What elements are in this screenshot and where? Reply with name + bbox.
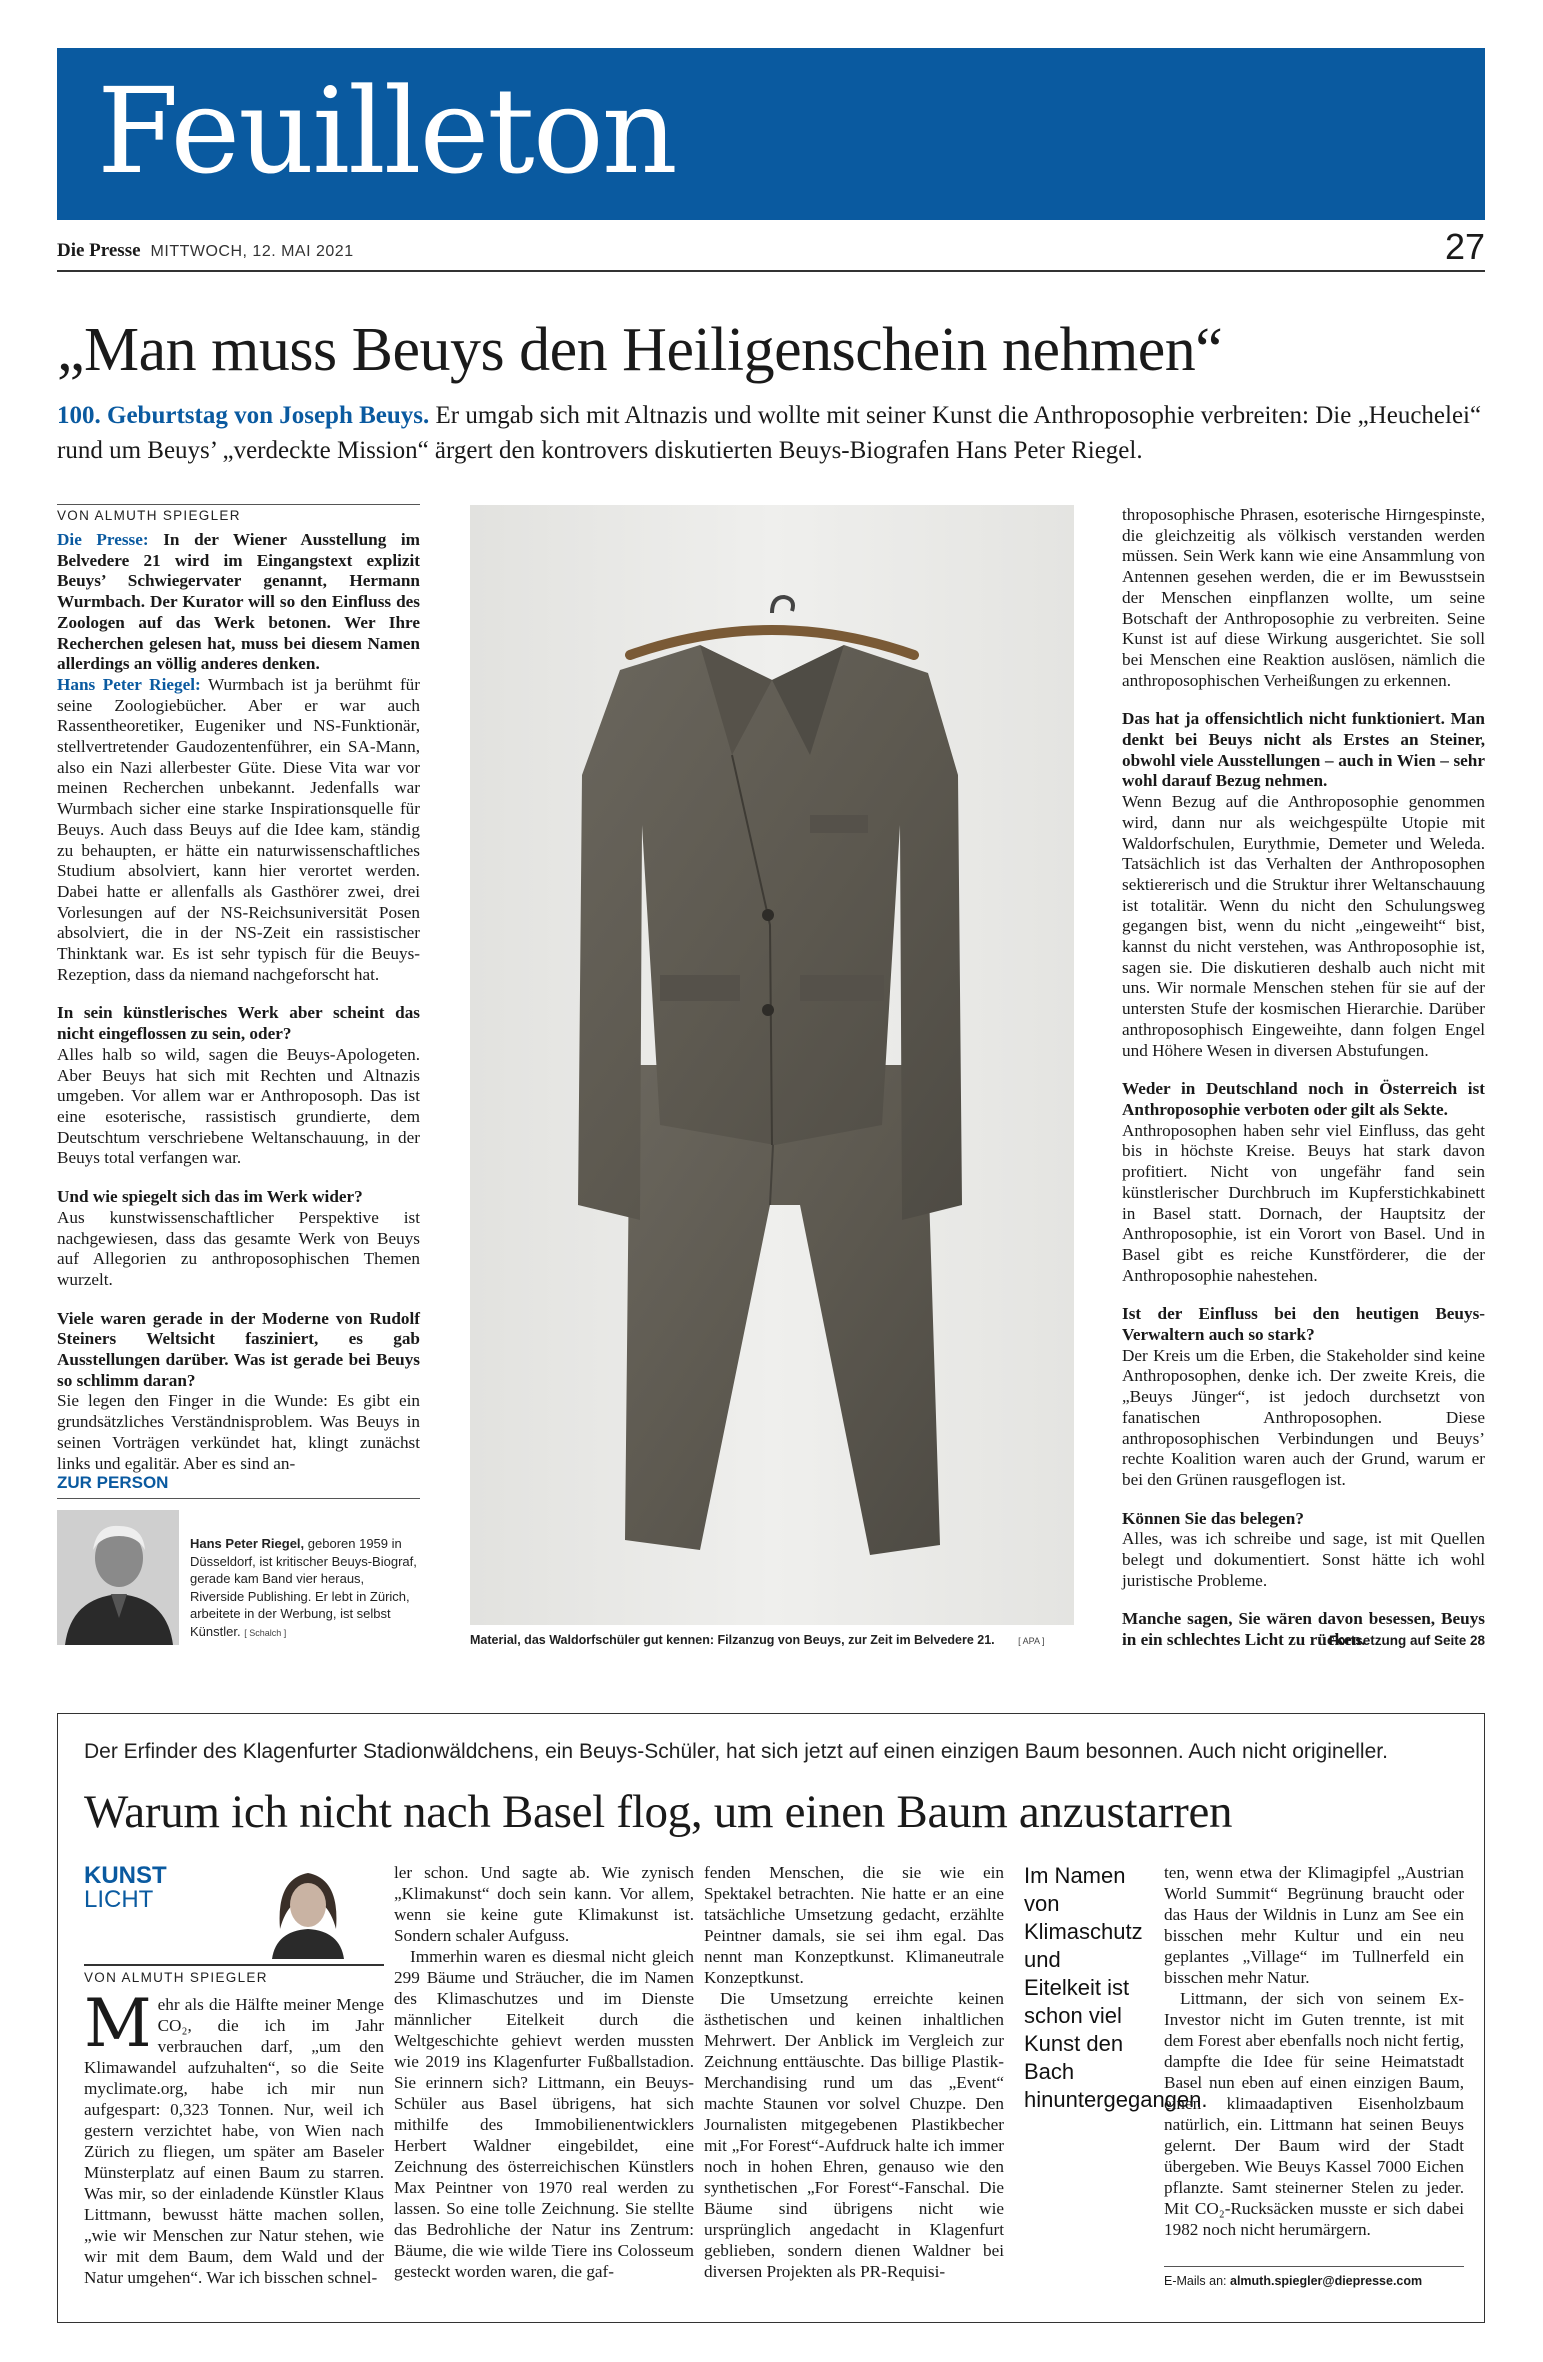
person-name: Hans Peter Riegel, bbox=[190, 1536, 305, 1551]
person-photo-credit: [ Schalch ] bbox=[244, 1627, 287, 1638]
question-7: Ist der Einfluss bei den heutigen Beuys-Verwaltern auch so stark? bbox=[1122, 1304, 1485, 1345]
deck-kicker: 100. Geburtstag von Joseph Beuys. bbox=[57, 402, 430, 429]
photo-caption-text: Material, das Waldorfschüler gut kennen: Filzanzug von Beuys, zur Zeit im Belvedere 21. bbox=[470, 1633, 995, 1647]
question-9: Manche sagen, Sie wären davon besessen, Beuys in ein schlechtes Licht zu rücken. bbox=[1122, 1609, 1485, 1650]
email-label: E-Mails an: bbox=[1164, 2274, 1230, 2288]
column-paragraph-3: Immerhin waren es diesmal nicht gleich 299 Bäume und Sträucher, die im Namen des Klimaschutzes und im Dienste männlicher Eitelkeit durch die Weltgeschichte gehievt werden mussten wie 2019 ins Klagenfurter Fußballstadion. Sie erinnern sich? Littmann, ein Beuys-Schüler aus Basel übrigens, hat sich mithilfe des Immobilienentwicklers Herbert Waldner eingebildet, eine Zeichnung des österreichischen Künstlers Max Peintner von 1970 real werden zu lassen. So eine tolle Zeichnung. Sie stellte das Bedrohliche der Natur ins Zentrum: Bäume, die wie wilde Tiere ins Colosseum gesteckt worden waren, die gaf- bbox=[394, 1947, 694, 2281]
column-text-3 bbox=[704, 1862, 1004, 2282]
column-text-1 bbox=[84, 1985, 384, 2288]
article-column-1 bbox=[57, 530, 420, 1474]
column-text-5 bbox=[1164, 1862, 1464, 2240]
publication-name: Die Presse bbox=[57, 240, 141, 261]
answer-4: Sie legen den Finger in die Wunde: Es gibt ein grundsätzliches Verständnisproblem. Was Beuys in seinen Vorträgen verkündet hat, klingt zunächst links und egalitär. Aber es sind an- bbox=[57, 1391, 420, 1473]
question-5: Das hat ja offensichtlich nicht funktioniert. Man denkt bei Beuys nicht als Erstes an Steiner, obwohl viele Ausstellungen – auch in Wien – sehr wohl darauf Bezug nehmen. bbox=[1122, 709, 1485, 791]
article-column-3 bbox=[1122, 505, 1485, 1651]
column-paragraph-7: Littmann, der sich von seinem Ex-Investor nicht im Guten trennte, ist mit dem Forest aber ebenfalls noch nicht fertig, dampfte die Idee für seine Heimatstadt Basel nun eben auf einen einzigen Baum, einen klimaadaptiven Eisenholzbaum natürlich, ein. Littmann hat seinen Beuys gelernt. Der Baum wird der Stadt übergeben. Wie Beuys Kassel 7000 Eichen pflanzte. Samt steinerner Stelen zu jeder. Mit CO₂-Rucksäcken musste er sich dabei 1982 noch nicht herumärgern. bbox=[1164, 1989, 1464, 2239]
column-intro: Der Erfinder des Klagenfurter Stadionwäldchens, ein Beuys-Schüler, hat sich jetzt auf einen einzigen Baum besonnen. Auch nicht origineller. bbox=[84, 1740, 1388, 1763]
column-byline: VON ALMUTH SPIEGLER bbox=[84, 1970, 268, 1985]
person-bio bbox=[190, 1535, 418, 1642]
dateline bbox=[57, 226, 1485, 268]
article-byline: VON ALMUTH SPIEGLER bbox=[57, 508, 241, 523]
column-paragraph-5: Die Umsetzung erreichte keinen ästhetischen und keinen inhaltlichen Mehrwert. Der Anblick im Vergleich zur Zeichnung enttäuschte. Das billige Plastik-Merchandising rund um das „Event“ machte Staunen vor solvel Chuzpe. Den Journalisten mitgegebenen Plastikbecher mit „For Forest“-Aufdruck halte ich immer noch in hohen Ehren, genauso wie den synthetischen „For Forest“-Fanschal. Die Bäume sind übrigens nicht wie ursprünglich angedacht in Klagenfurt geblieben, sondern dienen Waldner bei diversen Projekten als PR-Requisi- bbox=[704, 1989, 1004, 2281]
deck-text: Er umgab sich mit Altnazis und wollte mit seiner Kunst die Anthroposophie verbreiten: Die „Heuchelei“ rund um Beuys’ „verdeckte Mission“ ärgert den kontrovers diskutierten Beuys-Biografen Hans Peter Riegel. bbox=[57, 402, 1482, 464]
column-paragraph-6: ten, wenn etwa der Klimagipfel „Austrian World Summit“ Begrünung braucht oder das Haus der Wildnis in Lunz am See ein bisschen mehr Kultur und ein neu geplantes „Village“ im Tullnerfeld ein bisschen mehr Natur. bbox=[1164, 1863, 1464, 1987]
question-8: Können Sie das belegen? bbox=[1122, 1508, 1304, 1528]
answer-6: Anthroposophen haben sehr viel Einfluss, das geht bis in höchste Kreise. Beuys hat stark davon profitiert. Nicht von ungefähr fand sein künstlerischer Durchbruch im Kupferstichkabinett in Basel statt. Dornach, der Hauptsitz der Anthroposophie, ist ein Vorort von Basel. Und in Basel gibt es reiche Kunstförderer, die der Anthroposophie nahestehen. bbox=[1122, 1120, 1485, 1285]
column-paragraph-1 bbox=[84, 1985, 384, 2288]
answer-8: Alles, was ich schreibe und sage, ist mit Quellen belegt und dokumentiert. Sonst hätte ich wohl juristische Probleme. bbox=[1122, 1529, 1485, 1590]
question-3: Und wie spiegelt sich das im Werk wider? bbox=[57, 1187, 363, 1207]
question-4: Viele waren gerade in der Moderne von Rudolf Steiners Weltsicht fasziniert, es gab Ausstellungen darüber. Was ist gerade bei Beuys so schlimm daran? bbox=[57, 1308, 420, 1390]
person-bio-text: geboren 1959 in Düsseldorf, ist kritischer Beuys-Biograf, gerade kam Band vier heraus, Riverside Publishing. Er lebt in Zürich, arbeitete in der Werbung, ist selbst Künstler. bbox=[190, 1536, 417, 1639]
section-title: Feuilleton bbox=[97, 62, 676, 200]
person-rule bbox=[57, 1498, 420, 1499]
answer-1-text: Wurmbach ist ja berühmt für seine Zoologiebücher. Aber er war auch Rassentheoretiker, Eugeniker und NS-Funktionär, stellvertretender Gaudozentenführer, ein SA-Mann, also ein Nazi allerbester Güte. Diese Vita war vor meinen Recherchen unbekannt. Jedenfalls war Wurmbach sicher eine starke Inspirationsquelle für Beuys. Auch dass Beuys auf die Idee kam, ständig zu behaupten, er hätte ein naturwissenschaftliches Studium absolviert, kann hier verortet werden. Dabei hatte er allenfalls als Gasthörer zwei, drei Vorlesungen auf der NS-Reichsuniversität Posen absolviert, die in der NS-Zeit ein rassistischer Thinktank war. Es ist sehr typisch für die Beuys-Rezeption, dass da niemand nachgeforscht hat. bbox=[57, 674, 420, 984]
author-image bbox=[258, 1859, 358, 1959]
column-text-2 bbox=[394, 1862, 694, 2282]
portrait-image bbox=[57, 1510, 179, 1645]
column-label-top: KUNST bbox=[84, 1862, 167, 1889]
question-1: In der Wiener Ausstellung im Belvedere 21 wird im Eingangstext explizit Beuys’ Schwiegervater genannt, Hermann Wurmbach. Der Kurator will so den Einfluss des Zoologen auf das Werk betonen. Wer Ihre Recherchen gelesen hat, muss bei diesem Namen allerdings an völlig anderes denken. bbox=[57, 530, 420, 674]
answer-7: Der Kreis um die Erben, die Stakeholder sind keine Anthroposophen, denke ich. Der zweite Kreis, die „Beuys Jünger“, ist jedoch durchsetzt von fanatischen Anthroposophen. Diese anthroposophischen Verbindungen und Beuys’ rechte Koalition waren auch der Grund, warum er bei den Grünen rausgeflogen ist. bbox=[1122, 1345, 1485, 1489]
article-deck bbox=[57, 398, 1485, 468]
photo-credit: [ APA ] bbox=[1018, 1636, 1045, 1646]
article-headline: „Man muss Beuys den Heiligenschein nehmen“ bbox=[57, 316, 1223, 384]
issue-date: MITTWOCH, 12. MAI 2021 bbox=[150, 243, 354, 260]
answer-2: Alles halb so wild, sagen die Beuys-Apologeten. Aber Beuys hat sich mit Rechten und Altnazis umgeben. Vor allem war er Anthroposoph. Das ist eine esoterische, rassistisch grundierte, dem Deutschtum verschriebene Weltanschauung, in der Beuys total verfangen war. bbox=[57, 1044, 420, 1168]
suit-photo bbox=[470, 505, 1074, 1625]
continued-note[interactable]: Fortsetzung auf Seite 28 bbox=[1328, 1633, 1485, 1648]
answer-4-continued: throposophische Phrasen, esoterische Hirngespinste, die gleichzeitig als völkisch verstanden werden müssen. Sein Werk kann wie eine Ansammlung von Antennen gesehen werden, die er im Bewusstsein der Menschen einpflanzen wollte, um seine Botschaft der Anthroposophie zu verbreiten. Seine Kunst ist auf diese Wirkung ausgerichtet. Sie soll bei Menschen eine Reaktion auslösen, nämlich die anthroposophischen Verheißungen zu erkennen. bbox=[1122, 505, 1485, 690]
interview-intro bbox=[57, 530, 420, 675]
dropcap: M bbox=[84, 1985, 152, 2062]
column-paragraph-1-text: ehr als die Hälfte meiner Menge CO₂, die ich im Jahr verbrauchen darf, „um den Klimawandel aufzuhalten“, so die Seite myclimate.org, habe ich mir nun aufgespart: 0,323 Tonnen. Nur, weil ich gestern verzichtet habe, von Wien nach Zürich zu fliegen, um später am Baseler Münsterplatz auf einen Baum zu starren. Was mir, so der einladende Künstler Klaus Littmann, bewusst hätte machen sollen, „wie wir Menschen zur Natur stehen, wie wir mit dem Baum, dem Wald und der Natur umgehen“. War ich bisschen schnel- bbox=[84, 1995, 384, 2287]
pull-quote: Im Namen von Klimaschutz und Eitelkeit ist schon viel Kunst den Bach hinuntergegangen. bbox=[1024, 1863, 1208, 2112]
email-link[interactable]: almuth.spiegler@diepresse.com bbox=[1230, 2274, 1423, 2288]
column-label bbox=[84, 1864, 167, 1912]
email-rule bbox=[1164, 2266, 1464, 2267]
speaker-riegel: Hans Peter Riegel: bbox=[57, 674, 201, 694]
answer-3: Aus kunstwissenschaftlicher Perspektive ist nachgewiesen, dass das gesamte Werk von Beuys auf Allegorien zu anthroposophischen Themen wurzelt. bbox=[57, 1207, 420, 1289]
person-header: ZUR PERSON bbox=[57, 1473, 169, 1492]
column-paragraph-2: ler schon. Und sagte ab. Wie zynisch „Klimakunst“ doch sein kann. Vor allem, wenn sie keine gute Klimakunst ist. Sondern schaler Aufguss. bbox=[394, 1863, 694, 1945]
column-box bbox=[57, 1713, 1485, 2323]
section-banner bbox=[57, 48, 1485, 220]
byline-rule bbox=[57, 504, 420, 505]
author-portrait bbox=[258, 1859, 358, 1959]
question-2: In sein künstlerisches Werk aber scheint das nicht eingeflossen zu sein, oder? bbox=[57, 1003, 420, 1044]
dateline-rule bbox=[57, 270, 1485, 272]
felt-suit-image bbox=[470, 505, 1074, 1625]
page-number: 27 bbox=[1444, 226, 1485, 267]
answer-5: Wenn Bezug auf die Anthroposophie genommen wird, dann nur als weichgespülte Utopie mit Waldorfschulen, Eurythmie, Demeter und Weleda. Tatsächlich ist das Verhalten der Anthroposophen sektiererisch und die Struktur ihrer Weltanschauung ist totalitär. Wenn du nicht den Schulungsweg gegangen bist, wenn du nicht „eingeweiht“ bist, kannst du nicht verstehen, was Anthroposophie ist, sagen sie. Die diskutieren deshalb auch nicht mit uns. Wir normale Menschen stehen für sie auf der untersten Stufe der kosmischen Hierarchie. Darüber anthroposophisch Eingeweihte, dann folgen Engel und Höhere Wesen in diversen Abstufungen. bbox=[1122, 792, 1485, 1060]
answer-1 bbox=[57, 675, 420, 986]
person-photo bbox=[57, 1510, 179, 1645]
speaker-die-presse: Die Presse: bbox=[57, 530, 149, 549]
column-headline: Warum ich nicht nach Basel flog, um einen Baum anzustarren bbox=[84, 1786, 1233, 1838]
column-paragraph-4: fenden Menschen, die sie wie ein Spektakel betrachten. Nie hatte er an eine tatsächliche Umsetzung gedacht, erzählte Peintner damals, sie sei ihm egal. Das nennt man Konzeptkunst. Klimaneutrale Konzeptkunst. bbox=[704, 1863, 1004, 1987]
photo-caption bbox=[470, 1633, 1074, 1647]
email-line bbox=[1164, 2274, 1464, 2288]
column-byline-rule bbox=[84, 1964, 384, 1966]
question-6: Weder in Deutschland noch in Österreich ist Anthroposophie verboten oder gilt als Sekte. bbox=[1122, 1079, 1485, 1119]
column-label-bottom: LICHT bbox=[84, 1886, 154, 1913]
